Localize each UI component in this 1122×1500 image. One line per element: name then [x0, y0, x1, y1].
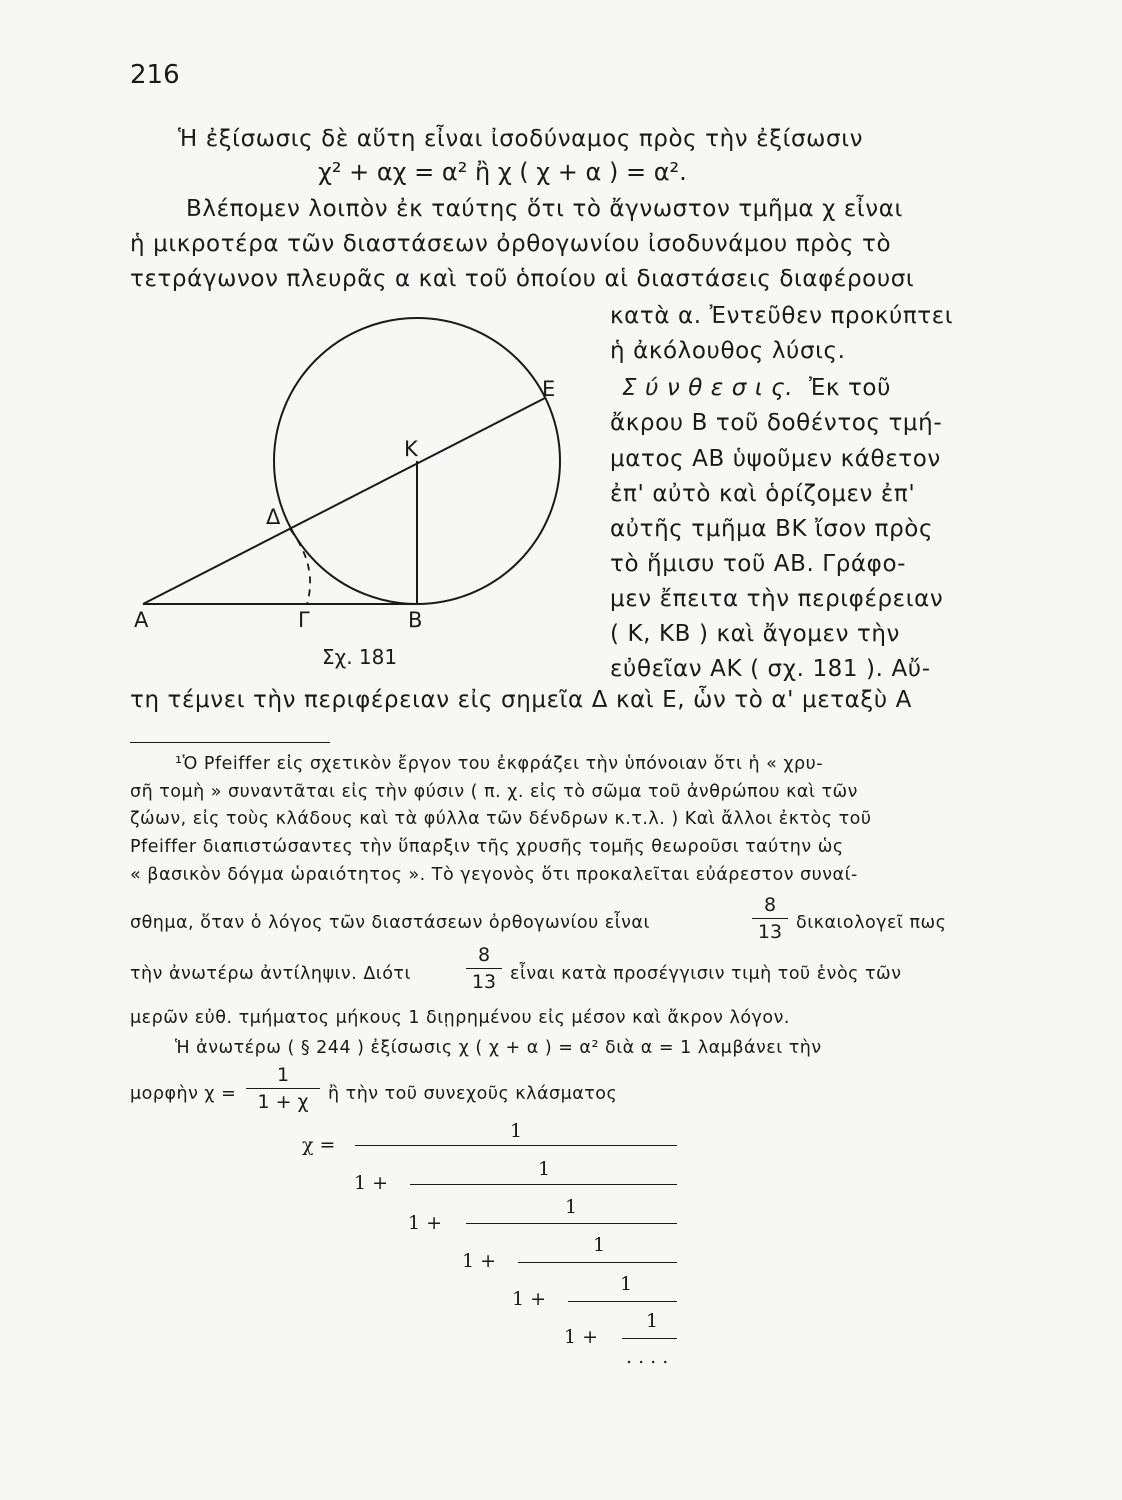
fraction-denominator: 13	[471, 971, 497, 993]
label-B: Β	[408, 608, 423, 632]
text-line: ματος ΑΒ ὑψοῦμεν κάθετον	[610, 446, 941, 472]
text-line: ἡ ἀκόλουθος λύσις.	[610, 338, 846, 364]
text-line: ἄκρου Β τοῦ δοθέντος τμή-	[610, 410, 943, 436]
footnote-line: σθημα, ὅταν ὁ λόγος τῶν διαστάσεων ὀρθογωνίου εἶναι	[130, 913, 650, 933]
arc-DG	[290, 529, 310, 604]
cf-term: 1 +	[408, 1212, 443, 1234]
footnote-line: εἶναι κατὰ προσέγγισιν τιμὴ τοῦ ἑνὸς τῶν	[510, 964, 902, 984]
cf-bar	[622, 1338, 677, 1339]
fraction-numerator: 8	[763, 894, 777, 916]
text-line: εὐθεῖαν ΑΚ ( σχ. 181 ). Αὔ-	[610, 656, 931, 682]
text-line: ἐπ' αὐτὸ καὶ ὁρίζομεν ἐπ'	[610, 481, 916, 507]
text-line: τὸ ἥμισυ τοῦ ΑΒ. Γράφο-	[610, 551, 907, 577]
cf-term: 1 +	[564, 1326, 599, 1348]
equation: χ² + αχ = α² ἢ χ ( χ + α ) = α².	[318, 158, 687, 186]
text-line: τη τέμνει τὴν περιφέρειαν εἰς σημεῖα Δ καὶ Ε, ὧν τὸ α' μεταξὺ Α	[130, 687, 913, 713]
cf-numerator: 1	[593, 1234, 606, 1256]
footnote-line: ἢ τὴν τοῦ συνεχοῦς κλάσματος	[328, 1084, 618, 1104]
fraction-8-13	[466, 944, 502, 993]
footnote-line: « βασικὸν δόγμα ὡραιότητος ». Τὸ γεγονὸς ὅτι προκαλεῖται εὐάρεστον συναί-	[130, 865, 858, 885]
footnote-line: δικαιολογεῖ πως	[796, 913, 947, 933]
fraction-1-over-1-plus-x	[246, 1064, 320, 1113]
text-line: Βλέπομεν λοιπὸν ἐκ ταύτης ὅτι τὸ ἄγνωστον τμῆμα χ εἶναι	[186, 196, 903, 222]
fraction-8-13	[752, 894, 788, 943]
text-line: αὐτῆς τμῆμα ΒΚ ἴσον πρὸς	[610, 516, 934, 542]
footnote-line: Pfeiffer διαπιστώσαντες τὴν ὕπαρξιν τῆς χρυσῆς τομῆς θεωροῦσι ταύτην ὡς	[130, 837, 844, 857]
text-line: ( Κ, ΚΒ ) καὶ ἄγομεν τὴν	[610, 621, 900, 647]
footnote-line: τὴν ἀνωτέρω ἀντίληψιν. Διότι	[130, 964, 411, 984]
footnote-line: Ἡ ἀνωτέρω ( § 244 ) ἐξίσωσις χ ( χ + α ) = α² διὰ α = 1 λαμβάνει τὴν	[175, 1038, 822, 1058]
label-A: Α	[134, 608, 149, 632]
fraction-numerator: 1	[276, 1064, 290, 1086]
label-G: Γ	[298, 608, 310, 632]
cf-numerator: 1	[538, 1158, 551, 1180]
footnote-divider	[130, 742, 330, 743]
figure-caption: Σχ. 181	[322, 645, 398, 669]
footnote-line: σῆ τομὴ » συναντᾶται εἰς τὴν φύσιν ( π. χ. εἰς τὸ σῶμα τοῦ ἀνθρώπου καὶ τῶν	[130, 782, 858, 802]
cf-term: 1 +	[512, 1288, 547, 1310]
cf-term: 1 +	[354, 1172, 389, 1194]
label-K: Κ	[404, 437, 418, 461]
footnote-line: ζώων, εἰς τοὺς κλάδους καὶ τὰ φύλλα τῶν δένδρων κ.τ.λ. ) Καὶ ἄλλοι ἐκτὸς τοῦ	[130, 809, 872, 829]
text-line: μεν ἔπειτα τὴν περιφέρειαν	[610, 586, 944, 612]
cf-lhs: χ =	[302, 1134, 336, 1156]
label-D: Δ	[266, 505, 281, 529]
cf-numerator: 1	[565, 1196, 578, 1218]
fraction-bar	[246, 1088, 320, 1089]
cf-numerator: 1	[646, 1310, 659, 1332]
text-line: Ἡ ἐξίσωσις δὲ αὕτη εἶναι ἰσοδύναμος πρὸς τὴν ἐξίσωσιν	[178, 126, 864, 152]
cf-bar	[518, 1262, 677, 1263]
page-number: 216	[130, 60, 180, 90]
cf-numerator: 1	[510, 1120, 523, 1142]
cf-bar	[410, 1184, 677, 1185]
text-line: ἡ μικροτέρα τῶν διαστάσεων ὀρθογωνίου ἰσοδυνάμου πρὸς τὸ	[130, 231, 892, 257]
fraction-denominator: 13	[757, 921, 783, 943]
footnote-line: ¹Ὁ Pfeiffer εἰς σχετικὸν ἔργον του ἐκφράζει τὴν ὑπόνοιαν ὅτι ἡ « χρυ-	[175, 754, 824, 774]
fraction-numerator: 8	[477, 944, 491, 966]
footnote-line: μορφὴν χ =	[130, 1084, 237, 1104]
synthesis-heading: Σ ύ ν θ ε σ ι ς.	[622, 375, 794, 401]
fraction-bar	[466, 968, 502, 969]
text-fragment: Ἐκ τοῦ	[808, 375, 892, 401]
fraction-bar	[752, 918, 788, 919]
fraction-denominator: 1 + χ	[257, 1091, 309, 1113]
footnote-line: μερῶν εὐθ. τμήματος μήκους 1 διῃρημένου εἰς μέσον καὶ ἄκρον λόγον.	[130, 1008, 790, 1028]
line-AE	[143, 398, 545, 604]
text-line: τετράγωνον πλευρᾶς α καὶ τοῦ ὁποίου αἱ διαστάσεις διαφέρουσι	[130, 266, 915, 292]
text-line: κατὰ α. Ἐντεῦθεν προκύπτει	[610, 303, 954, 329]
cf-bar	[568, 1301, 677, 1302]
cf-numerator: 1	[620, 1273, 633, 1295]
cf-bar	[355, 1145, 677, 1146]
cf-bar	[466, 1223, 677, 1224]
cf-term: 1 +	[462, 1250, 497, 1272]
label-E: Ε	[542, 377, 556, 401]
cf-ellipsis: . . . .	[626, 1346, 669, 1368]
